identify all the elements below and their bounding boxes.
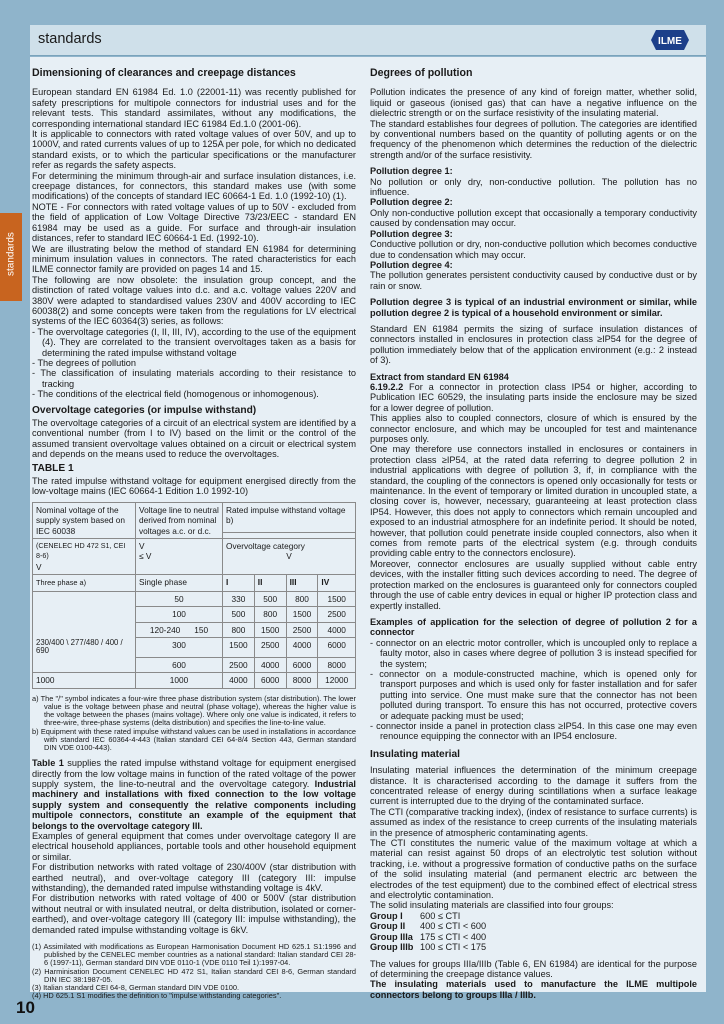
table-cell: 100 (136, 607, 223, 622)
group-range: 175 ≤ CTI < 400 (420, 931, 487, 942)
group-row (370, 942, 697, 952)
three-phase-value: 230/400 \ 277/480 / 400 / 690 (33, 637, 136, 657)
paragraph: NOTE - For connectors with rated voltage values of up to 50V - excluded from the field of application of Low Voltage Directive 73/23/EEC - standard EN 61984 may be used as a guide. For surface and through-air insulation distances, refer to standard IEC 60664-1 Ed. (1992-10). (32, 201, 356, 244)
table-header: II (254, 575, 286, 591)
table-cell: 1500 (286, 607, 318, 622)
table-header: V (36, 561, 42, 572)
table-cell: 300 (136, 637, 223, 657)
table-cell: 800 (286, 591, 318, 606)
group-range: 600 ≤ CTI (420, 910, 461, 921)
group-range: 400 ≤ CTI < 600 (420, 921, 487, 932)
paragraph: The standard establishes four degrees of pollution. The categories are identified by conventional numbers based on the quantity of polluting agents or on the frequency of the phenomenon which determines the reduction of the dielectric strength and/or of the surface resistivity. (370, 118, 697, 160)
table-header: Voltage line to neutral derived from nominal voltages a.c. or d.c. (139, 504, 219, 536)
right-column (370, 66, 697, 1000)
paragraph: Examples of general equipment that comes under overvoltage category II are electrical household appliances, portable tools and other household equipment or similar. (32, 830, 356, 862)
heading-examples: Examples of application for the selection of degree of pollution 2 for a connector (370, 616, 697, 638)
extract-heading: Extract from standard EN 61984 (370, 371, 509, 382)
paragraph: The pollution generates persistent conductivity caused by conductive dust or by rain or snow. (370, 270, 697, 291)
svg-text:ILME: ILME (658, 36, 682, 47)
paragraph: One may therefore use connectors installed in enclosures or containers in protection class ≥IP54, at the rated data referring to degree pollution 2 in industrial applications with degree of pollution 3, if, in compliance with the standard, the coupling of the connectors is opened only occasionally for tests or maintenance. In the event of temporary or limited duration in uncoupled state, a closing cover is, however, necessary, guaranteeing at least protection class IP54. However, this does not apply to connectors which remain uncoupled and exposed to an industrial atmosphere for an indefinite period. It should be noted, however, that pollution could penetrate inside coupled connectors, also when it comes from remote parts of the electrical system (e.g. through conduits providing cable entry to the connectors enclosure). (370, 444, 697, 559)
list-item: - The overvoltage categories (I, II, III, IV), according to the use of the equipment (4). They are correlated to the transient overvoltages taken as a basis for determining the rated impulse withstand voltage (32, 326, 356, 358)
bold-statement: Pollution degree 3 is typical of an industrial environment or similar, while pollution degree 2 is typical of a household environment or similar. (370, 297, 697, 318)
paragraph: For determining the minimum through-air and surface insulation distances, i.e. creepage distances, for connectors, this standard makes use (with some modifications) of the concepts of standard IEC 60664-1 Ed. 1.0 (1992-10) (1). (32, 170, 356, 202)
table-caption: The rated impulse withstand voltage for equipment energised directly from the low-voltage mains (IEC 60664-1 Edition 1.0 1992-10) (32, 476, 356, 497)
table-cell: 4000 (254, 657, 286, 672)
table-header: V (139, 541, 145, 552)
table-cell: 50 (136, 591, 223, 606)
list-item: - connector inside a panel in protection class ≥IP54. In this case one may even renounce equipping the connector with an IP54 enclosure. (370, 720, 697, 742)
table-cell: 1500 (223, 637, 255, 657)
table-header: Rated impulse withstand voltage b) (226, 504, 346, 526)
paragraph: For distribution networks with rated voltage of 230/400V (star distribution with earthed neutral), and over-voltage category III (category III: impulse withstanding), the demanded rated impulse withstanding voltage is 4kV. (32, 862, 356, 894)
paragraph: Standard EN 61984 permits the sizing of surface insulation distances of connectors installed in enclosures in protection class ≥IP54 for the degree of pollution immediately below that of the application environment (e.g.: 2 instead of 3). (370, 323, 697, 366)
paragraph: The following are now obsolete: the insulation group concept, and the distinction of rated voltage values into d.c. and a.c. voltage values 220V and 380V were adapted to standardised values 230V and 400V according to IEC 60038(2) and some concepts were taken from the regulations for LV electrical systems of the IEC 60364(3) series, as follows: (32, 274, 356, 327)
paragraph: The values for groups IIIa/IIIb (Table 6, EN 61984) are identical for the purpose of determining the creepage distance values. (370, 958, 697, 979)
footnote: (2) Harminisation Document CENELEC HD 472 S1, Italian standard CEI 8-6, German standard DIN IEC 38:1987-05. (32, 966, 356, 984)
table-cell: 2500 (254, 637, 286, 657)
table-cell: 150 (194, 624, 209, 635)
heading-insulating: Insulating material (370, 748, 461, 760)
table-title: TABLE 1 (32, 462, 74, 474)
table-cell: 1000 (33, 673, 136, 688)
table-cell: 600 (136, 657, 223, 672)
table-notes (32, 695, 356, 752)
clause-number: 6.19.2.2 (370, 381, 404, 392)
table-cell: 2500 (286, 622, 318, 637)
table-header: III (286, 575, 318, 591)
heading-dimensioning: Dimensioning of clearances and creepage distances (32, 67, 296, 79)
table-cell: 6000 (254, 673, 286, 688)
pollution-degree-label: Pollution degree 4: (370, 259, 453, 270)
table-cell: 500 (254, 591, 286, 606)
table-header: Three phase a) (36, 578, 87, 588)
group-name: Group II (370, 921, 406, 932)
table-cell: 6000 (286, 657, 318, 672)
list-item: - The classification of insulating materials according to their resistance to tracking (32, 368, 356, 389)
table-cell: 1000 (136, 673, 223, 688)
table-cell: 4000 (318, 622, 356, 637)
left-column (32, 66, 356, 1000)
side-tab-label: standards (5, 232, 17, 276)
footnote: (3) Italian standard CEI 64-8, German standard DIN VDE 0100. (32, 983, 240, 993)
table-cell: 500 (223, 607, 255, 622)
paragraph: The CTI (comparative tracking index), (index of resistance to surface currents) is assumed as index of the resistance to creep currents of the insulating materials in the presence of atmospheric contaminating agents. (370, 806, 697, 838)
footnote: (1) Assimilated with modifications as European Harmonisation Document HD 625.1 S1:1996 and published by the CENELEC member countries as a national standard: Italian standard CEI 28-6 (1997-11), German standard DIN VDE 0110-1 (VDE 0110 Teil 1):1997-04. (32, 942, 356, 968)
paragraph: The overvoltage categories of a circuit of an electrical system are identified by a conventional number (from I to IV) based on the limit or the control of the assumed transient overvoltage values obtained on a circuit or electrical system and depends on the means used to reduce the overvoltages. (32, 418, 356, 460)
table-header: ≤ V (139, 551, 152, 562)
heading-overvoltage: Overvoltage categories (or impulse withstand) (32, 404, 257, 416)
group-name: Group IIIb (370, 942, 414, 953)
paragraph: Pollution indicates the presence of any kind of foreign matter, whether solid, liquid or gaseous (ionised gas) that can have a negative influence on the dielectric strength or on the surface resistivity of the insulating material. (370, 87, 697, 119)
paragraph: Conductive pollution or dry, non-conductive pollution which becomes conductive due to condensation which may occur. (370, 239, 697, 260)
table-cell: 800 (223, 622, 255, 637)
table-cell: 2500 (318, 607, 356, 622)
list-item: - The degrees of pollution (32, 357, 137, 368)
table-cell (136, 622, 223, 637)
paragraph: It is applicable to connectors with rated voltage values of over 50V, and up to 1000V, and rated currents values of up to 125A per pole, for which no dedicated standard exists, or to which the particular specifications or the manufacturer refer as regards the safety aspects. (32, 129, 356, 171)
page-title: standards (38, 31, 102, 47)
pollution-degree-label: Pollution degree 2: (370, 197, 453, 208)
table-cell: 8000 (318, 657, 356, 672)
paragraph: Only non-conductive pollution except that occasionally a temporary conductivity caused by condensation may occur. (370, 207, 697, 229)
group-name: Group I (370, 910, 403, 921)
paragraph (32, 758, 356, 831)
paragraph-text: supplies the rated impulse withstand voltage for equipment energised directly from the low voltage mains in function of the rated voltage of the power supply system, the line-to-neutral and the overvoltage category. (32, 758, 356, 789)
table-header: Overvoltage category (226, 541, 305, 552)
table-header: (CENELEC HD 472 S1, CEI 8-6) (36, 541, 126, 561)
paragraph (370, 382, 697, 413)
table-cell: 330 (223, 591, 255, 606)
paragraph: Moreover, connector enclosures are usually supplied without cable entry devices, with the installer fitting such devices according to need. The degree of protection marked on the enclosures is guaranteed only for connectors coupled through the use of cable entry devices in equal or higher IP protection class and expertly installed. (370, 558, 697, 611)
table-cell: 1500 (254, 622, 286, 637)
list-item: - The conditions of the electrical field (homogenous or inhomogenous). (32, 389, 319, 400)
table-cell: 4000 (223, 673, 255, 688)
table-ref: Table 1 (32, 758, 64, 769)
bold-statement: Industrial machinery and installations with fixed connection to the low voltage supply system and consequently the relative components including multipole connectors, constitute an example of the equipment that belongs to the overvoltage category III. (32, 778, 356, 831)
paragraph: Insulating material influences the determination of the minimum creepage distance. It is characterised according to the damage it suffers from the concentrated release of energy during scintillations when a surface leakage current is interrupted due to the drying of the contaminated surface. (370, 765, 697, 807)
table-cell: 800 (254, 607, 286, 622)
group-range: 100 ≤ CTI < 175 (420, 942, 487, 953)
table-cell: 4000 (286, 637, 318, 657)
paragraph: The solid insulating materials are classified into four groups: (370, 900, 614, 911)
paragraph: For distribution networks with rated voltage of 400 or 500V (star distribution without neutral or with insulated neutral, or delta distribution, isolated or corner-earthed), and over-voltage category III (category III: impulse withstanding), the demanded rated impulse withstanding voltage is 6kV. (32, 893, 356, 935)
paragraph-text: For a connector in protection class IP54 or higher, according to Publication IEC 60529, the insulating parts inside the enclosure may be sized for a lower degree of pollution. (370, 381, 697, 413)
pollution-degree-label: Pollution degree 1: (370, 166, 453, 177)
group-name: Group IIIa (370, 931, 413, 942)
table-note: b) Equipment with these rated impulse withstand values can be used in installations in accordance with standard IEC 60364-4-443 (Italian standard CEI 64-8/4 Section 443, German standard DIN VDE 0100-443). (32, 726, 356, 752)
group-row (370, 911, 697, 921)
pollution-degree-label: Pollution degree 3: (370, 228, 453, 239)
table-cell: 8000 (286, 673, 318, 688)
table-note: a) The "/" symbol indicates a four-wire three phase distribution system (star distribution). The lower value is the voltage between phase and neutral (phase voltage), whereas the higher value is the voltage between the phases (mains voltage). Where only one value is indicated, it refers to three-wire, three-phase systems (delta distribution) and specifies the line-to-line value. (32, 693, 356, 728)
footnote: (4) HD 625.1 S1 modifies the definition to "impulse withstanding categories". (32, 991, 282, 1001)
list-item: - connector on an electric motor controller, which is uncoupled only to replace a faulty motor, also in cases where degree of pollution 3 is instead specified for the system; (370, 637, 697, 669)
group-row (370, 932, 697, 942)
single-phase-value: 120-240 (149, 624, 181, 635)
table-header: V (286, 551, 292, 562)
paragraph: The CTI constitutes the numeric value of the maximum voltage at which a material can resist against 50 drops of an electrolytic test solution without tracking, i.e. without a progressive formation of conductive paths on the surface of the solid insulating material (and permanent electric arc between the electrodes of the test equipment) due to the combined effect of electrical stress and electrolytic contamination. (370, 838, 697, 901)
impulse-voltage-table (32, 502, 356, 689)
table-cell: 1500 (318, 591, 356, 606)
paragraph: We are illustrating below the method of standard EN 61984 for determining minimum insulation values in connectors. The rated characteristics for each ILME connector family are provided on pages 14 and 15. (32, 243, 356, 275)
table-header: IV (318, 575, 356, 591)
ilme-logo-icon (650, 28, 690, 52)
footnotes (32, 943, 356, 1000)
side-tab[interactable] (0, 213, 22, 301)
heading-pollution: Degrees of pollution (370, 67, 473, 79)
table-header: Nominal voltage of the supply system based on IEC 60038 (36, 504, 126, 536)
table-header: Single phase (139, 577, 187, 588)
page-number: 10 (16, 998, 35, 1017)
table-cell: 12000 (318, 673, 356, 688)
page-header (30, 25, 706, 56)
group-row (370, 921, 697, 931)
table-cell: 2500 (223, 657, 255, 672)
table-cell: 6000 (318, 637, 356, 657)
page-content (30, 57, 706, 1001)
paragraph: European standard EN 61984 Ed. 1.0 (22001-11) was recently published for safety prescriptions for multipole connectors for industrial uses and for the relevant tests. This standard assimilates, without any modifications, the corresponding international standard IEC 61984 Ed.1.0 (2001-06). (32, 87, 356, 129)
list-item: - connector on a module-constructed machine, which is opened only for transport purposes and which is used only for faster installation and for safer putting into service. One must make sure that the connector has not been polluted during transport. To ensure this has not occurred, protective covers or adequate packing must be used; (370, 668, 697, 721)
bold-statement: The insulating materials used to manufacture the ILME multipole connectors belong to groups IIIa / IIIb. (370, 979, 697, 1000)
table-header: I (223, 575, 255, 591)
paragraph: This applies also to coupled connectors, closure of which is ensured by the connector enclosure, and which may be uncoupled for test and maintenance purposes only. (370, 413, 697, 444)
paragraph: No pollution or only dry, non-conductive pollution. The pollution has no influence. (370, 176, 697, 198)
